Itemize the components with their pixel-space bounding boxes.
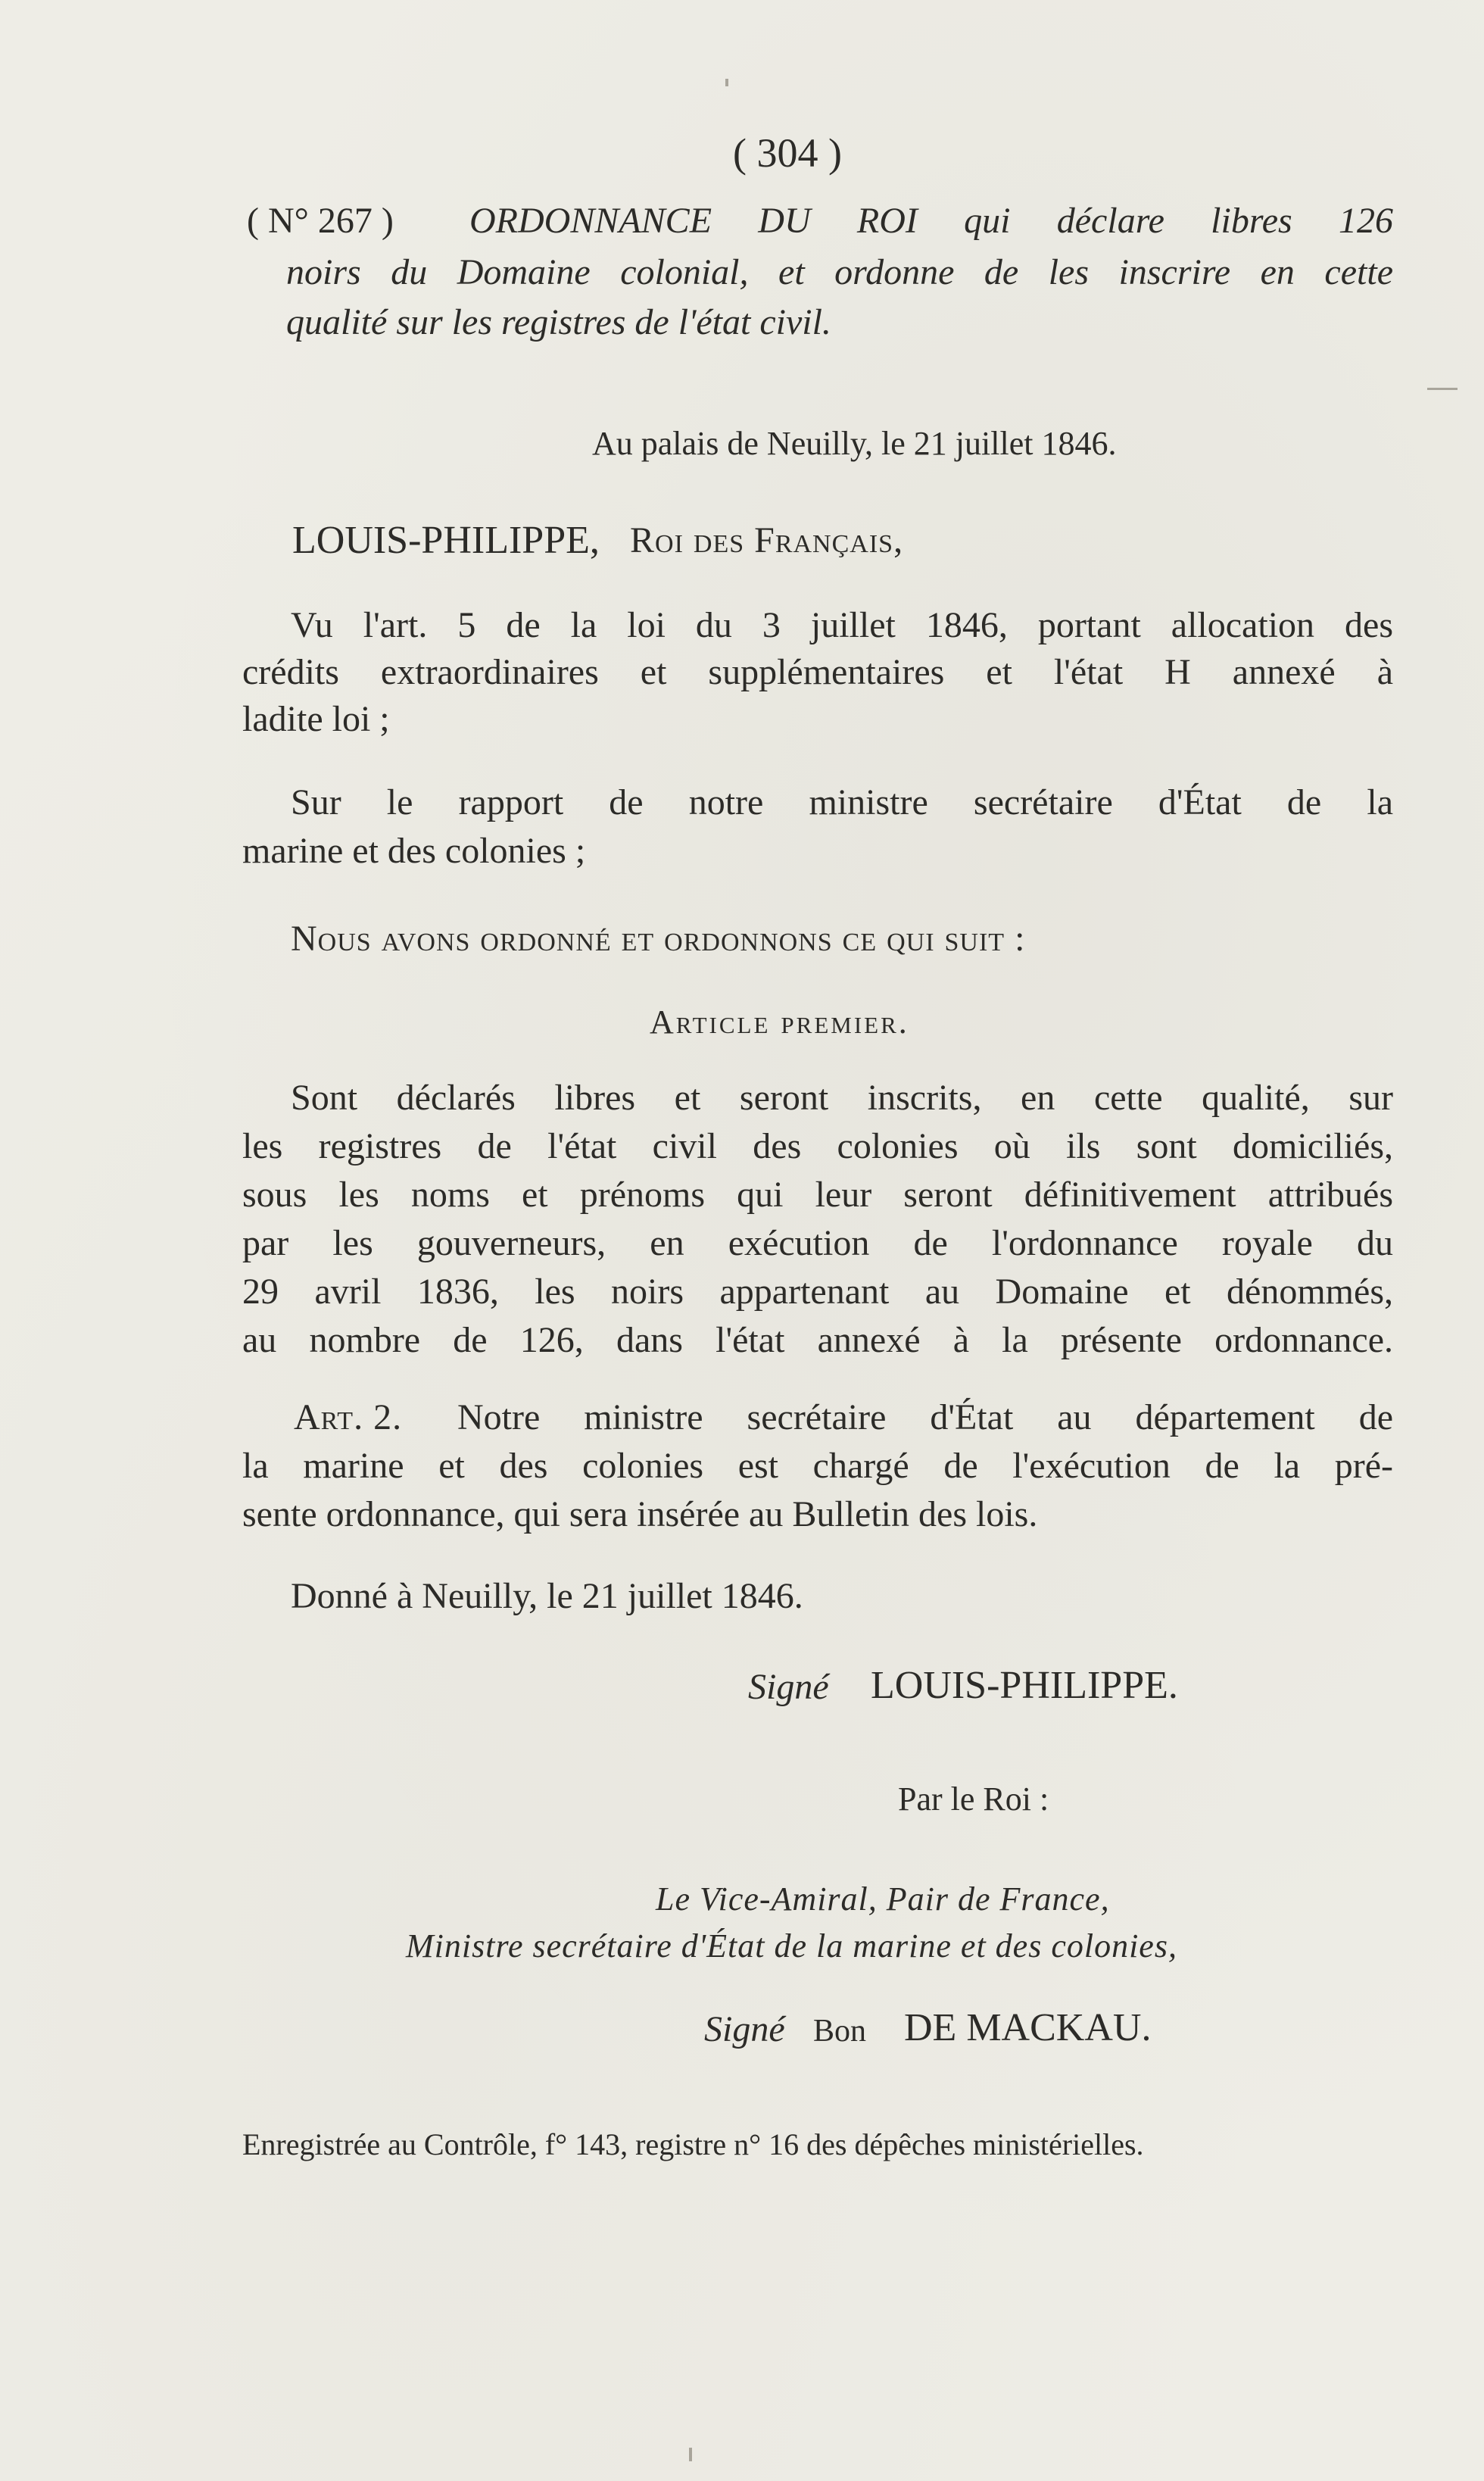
article2-line: sente ordonnance, qui sera insérée au Bulletin des lois.	[242, 1494, 1038, 1534]
signe-word: Signé	[748, 1667, 829, 1707]
article2-label: Art. 2.	[294, 1397, 403, 1437]
rapport-paragraph-line: Sur le rapport de notre ministre secrétaire d'État de la	[291, 782, 1393, 822]
paper-speck	[1427, 388, 1458, 390]
heading-title-line: qualité sur les registres de l'état civil.	[286, 302, 831, 342]
king-signature: LOUIS-PHILIPPE.	[871, 1664, 1178, 1707]
king-title: Roi des Français,	[630, 520, 904, 560]
article1-line: 29 avril 1836, les noirs appartenant au Domaine et dénommés,	[242, 1272, 1393, 1312]
article2-line: la marine et des colonies est chargé de l'exécution de la pré-	[242, 1446, 1393, 1486]
minister-line: Le Vice-Amiral, Pair de France,	[656, 1880, 1110, 1918]
vu-paragraph-line: crédits extraordinaires et supplémentaires et l'état H annexé à	[242, 652, 1393, 692]
heading-number: ( N° 267 )	[247, 201, 394, 241]
minister-signature: DE MACKAU.	[904, 2006, 1152, 2049]
par-le-roi: Par le Roi :	[898, 1780, 1049, 1818]
rapport-paragraph-line: marine et des colonies ;	[242, 831, 586, 871]
article1-line: au nombre de 126, dans l'état annexé à la présente ordonnance.	[242, 1320, 1393, 1360]
page-number: ( 304 )	[733, 130, 842, 176]
vu-paragraph-line: Vu l'art. 5 de la loi du 3 juillet 1846, portant allocation des	[291, 605, 1393, 645]
heading-title-line: ORDONNANCE DU ROI qui déclare libres 126	[469, 201, 1393, 241]
article-title: Article premier.	[650, 1003, 909, 1041]
article1-line: Sont déclarés libres et seront inscrits, en cette qualité, sur	[291, 1078, 1393, 1118]
article1-line: par les gouverneurs, en exécution de l'ordonnance royale du	[242, 1223, 1393, 1263]
signe-word: Signé	[704, 2009, 785, 2049]
registration-note: Enregistrée au Contrôle, f° 143, registre n° 16 des dépêches ministérielles.	[242, 2127, 1144, 2161]
article1-line: sous les noms et prénoms qui leur seront définitivement attribués	[242, 1175, 1393, 1215]
paper-speck	[689, 2448, 692, 2461]
place-date: Au palais de Neuilly, le 21 juillet 1846.	[592, 425, 1117, 462]
heading-title-line: noirs du Domaine colonial, et ordonne de les inscrire en cette	[286, 252, 1393, 292]
vu-paragraph-line: ladite loi ;	[242, 699, 390, 739]
article1-line: les registres de l'état civil des colonies où ils sont domiciliés,	[242, 1126, 1393, 1166]
minister-line: Ministre secrétaire d'État de la marine et des colonies,	[406, 1927, 1177, 1965]
ordering-phrase: Nous avons ordonné et ordonnons ce qui suit :	[291, 919, 1026, 959]
article2-line: Notre ministre secrétaire d'État au département de	[457, 1397, 1393, 1437]
paper-speck	[725, 79, 728, 86]
king-name: LOUIS-PHILIPPE,	[292, 519, 600, 562]
given-at: Donné à Neuilly, le 21 juillet 1846.	[291, 1576, 803, 1616]
minister-prefix: Bon	[813, 2014, 867, 2049]
